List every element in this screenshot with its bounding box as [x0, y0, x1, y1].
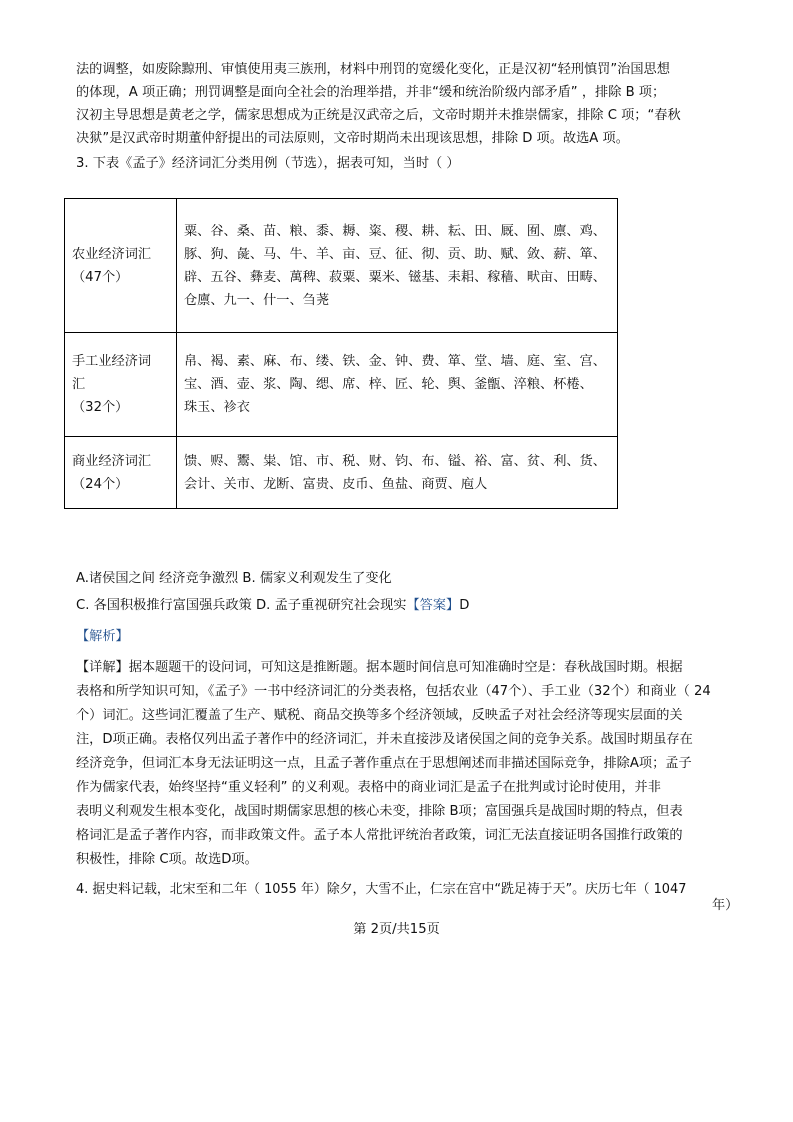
detail-label: 【详解】 [76, 660, 129, 675]
table-row [65, 437, 618, 509]
category-cell [65, 437, 177, 509]
category-count: （32个） [72, 400, 129, 415]
words-line: 仓廪、九一、什一、刍荛 [184, 292, 330, 308]
category-count: （24个） [72, 476, 129, 492]
explanation-line-7: 表明义利观发生根本变化，战国时期儒家思想的核心未变，排除 B项；富国强兵是战国时期的特点，但表 [76, 804, 683, 819]
answer-value: D [459, 598, 470, 613]
explanation-line-1 [76, 658, 683, 678]
answer-label: 【答案】 [406, 598, 460, 613]
intro-line-2: 的体现，A 项正确；刑罚调整是面向全社会的治理举措，并非“缓和统治阶级内部矛盾” ，排除 B 项； [76, 85, 666, 100]
category-count: （47个） [72, 269, 129, 285]
words-line: 宝、酒、壶、浆、陶、缌、席、梓、匠、轮、舆、釜甑、淬粮、杯棬、 [184, 377, 593, 392]
intro-line-1: 法的调整，如废除黥刑、审慎使用夷三族刑，材料中刑罚的宽缓化变化，正是汉初“轻刑慎罚”治国思想 [76, 62, 670, 77]
words-line: 帛、褐、素、麻、布、缕、铁、金、钟、费、箪、堂、墙、庭、室、宫、 [184, 354, 606, 369]
category-cell [65, 333, 177, 437]
page-footer: 第 2页/共15页 [353, 922, 440, 937]
explanation-line-3: 个）词汇。这些词汇覆盖了生产、赋税、商品交换等多个经济领域，反映孟子对社会经济等现实层面的关 [76, 708, 683, 723]
options-line-2 [76, 596, 469, 616]
intro-line-4: 决狱”是汉武帝时期董仲舒提出的司法原则，文帝时期尚未出现该思想，排除 D 项。故选A 项。 [76, 131, 629, 146]
explanation-line-6: 作为儒家代表，始终坚持“重义轻利” 的义利观。表格中的商业词汇是孟子在批判或讨论时使用，并非 [76, 780, 661, 795]
explanation-line-2: 表格和所学知识可知，《孟子》一书中经济词汇的分类表格，包括农业（47个）、手工业（32个）和商业（ 24 [76, 684, 711, 699]
options-cd-text: C. 各国积极推行富国强兵政策 D. 孟子重视研究社会现实 [76, 598, 407, 613]
words-cell [177, 199, 618, 333]
question-3-stem: 3. 下表《孟子》经济词汇分类用例（节选），据表可知，当时（ ） [76, 156, 460, 171]
words-line: 粟、谷、桑、苗、粮、黍、耨、粢、稷、耕、耘、田、厩、囿、廪、鸡、 [184, 223, 606, 239]
intro-line-3: 汉初主导思想是黄老之学，儒家思想成为正统是汉武帝之后，文帝时期并未推崇儒家，排除 C 项；“春秋 [76, 108, 681, 123]
words-cell [177, 437, 618, 509]
economic-vocabulary-table [64, 198, 618, 509]
words-line: 会计、关市、龙断、富贵、皮币、鱼盐、商贾、庖人 [184, 476, 488, 492]
category-label: 手工业经济词 [72, 354, 152, 369]
explanation-text: 据本题题干的设问词，可知这是推断题。据本题时间信息可知准确时空是：春秋战国时期。根据 [128, 660, 683, 675]
category-label-continued: 汇 [72, 377, 86, 392]
explanation-line-9: 积极性，排除 C项。故选D项。 [76, 852, 258, 867]
words-line: 馈、赆、鬻、粜、馆、市、税、财、钧、布、镒、裕、富、贫、利、货、 [184, 453, 606, 469]
words-line: 豚、狗、彘、马、牛、羊、亩、豆、征、彻、贡、助、赋、敛、薪、箪、 [184, 246, 606, 262]
analysis-label: 【解析】 [76, 629, 129, 644]
explanation-line-8: 格词汇是孟子著作内容，而非政策文件。孟子本人常批评统治者政策，词汇无法直接证明各国推行政策的 [76, 828, 683, 843]
question-4-stem-tail: 年） [712, 898, 739, 913]
category-label: 农业经济词汇 [72, 246, 152, 262]
explanation-line-4: 注，D项正确。表格仅列出孟子著作中的经济词汇，并未直接涉及诸侯国之间的竞争关系。战国时期虽存在 [76, 732, 693, 747]
words-line: 辟、五谷、彝麦、萬稗、菽粟、粟米、镃基、耒耜、稼穑、畎亩、田畴、 [184, 269, 606, 285]
question-4-stem: 4. 据史料记载，北宋至和二年（ 1055 年）除夕，大雪不止，仁宗在宫中“跣足祷于天”。庆历七年（ 1047 [76, 882, 687, 897]
category-label: 商业经济词汇 [72, 453, 152, 469]
words-cell [177, 333, 618, 437]
options-line-1: A.诸侯国之间 经济竞争激烈 B. 儒家义利观发生了变化 [76, 571, 392, 586]
table-row [65, 333, 618, 437]
table-row [65, 199, 618, 333]
category-cell [65, 199, 177, 333]
words-line: 珠玉、袗衣 [184, 400, 250, 415]
explanation-line-5: 经济竞争，但词汇本身无法证明这一点，且孟子著作重点在于思想阐述而非描述国际竞争，排除A项；孟子 [76, 756, 692, 771]
